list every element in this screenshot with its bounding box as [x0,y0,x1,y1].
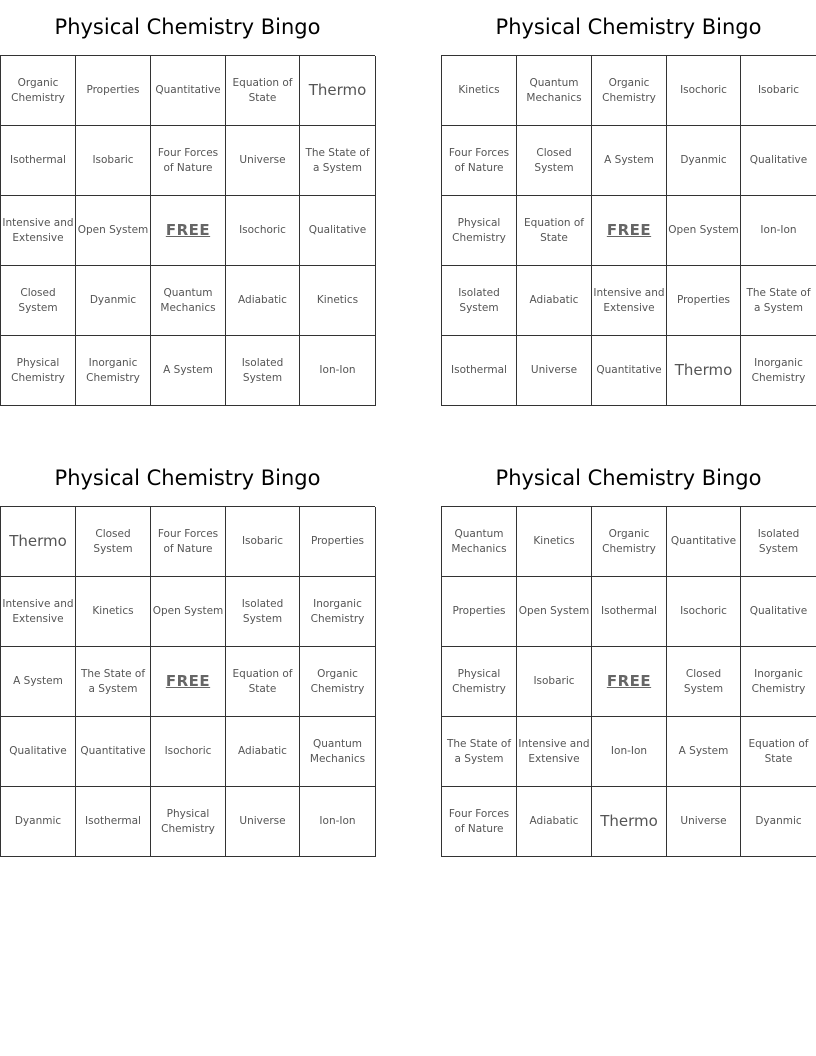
bingo-card-1 [0,0,375,406]
bingo-cell: Physical Chemistry [151,787,226,857]
bingo-cell: Ion-Ion [300,787,376,857]
bingo-card-4 [441,451,816,857]
bingo-cell: Organic Chemistry [592,507,667,577]
bingo-card-2 [441,0,816,406]
bingo-cell: Intensive and Extensive [1,577,76,647]
bingo-cell: Organic Chemistry [592,56,667,126]
card-title: Physical Chemistry Bingo [54,15,321,39]
bingo-cell: Dyanmic [76,266,151,336]
bingo-cell: Four Forces of Nature [442,787,517,857]
bingo-cell: Physical Chemistry [442,647,517,717]
bingo-cell: The State of a System [741,266,816,336]
bingo-cell: Isolated System [226,577,300,647]
bingo-cell: Equation of State [741,717,816,787]
bingo-cell: The State of a System [76,647,151,717]
bingo-cell: Thermo [1,507,76,577]
bingo-cell: Kinetics [300,266,376,336]
bingo-cell: Thermo [667,336,741,406]
bingo-cell: Intensive and Extensive [592,266,667,336]
bingo-cell: Isochoric [667,577,741,647]
bingo-cell: Isochoric [226,196,300,266]
bingo-cell: Inorganic Chemistry [741,647,816,717]
bingo-cell: Inorganic Chemistry [741,336,816,406]
bingo-cell: Physical Chemistry [1,336,76,406]
bingo-cell: Isolated System [741,507,816,577]
bingo-cell: Quantitative [76,717,151,787]
bingo-cell: Inorganic Chemistry [76,336,151,406]
free-space: FREE [151,196,226,266]
bingo-cell: Qualitative [300,196,376,266]
bingo-cell: Universe [226,126,300,196]
bingo-cell: Universe [667,787,741,857]
bingo-cell: Closed System [1,266,76,336]
bingo-cell: Quantum Mechanics [442,507,517,577]
bingo-cell: Kinetics [442,56,517,126]
bingo-cell: Properties [300,507,376,577]
bingo-cell: Physical Chemistry [442,196,517,266]
bingo-cell: Qualitative [741,126,816,196]
bingo-cell: A System [151,336,226,406]
bingo-cell: Thermo [592,787,667,857]
bingo-cell: Organic Chemistry [300,647,376,717]
bingo-cell: Quantitative [592,336,667,406]
bingo-cell: Universe [517,336,592,406]
bingo-cell: Intensive and Extensive [1,196,76,266]
bingo-cell: A System [667,717,741,787]
bingo-cell: Dyanmic [1,787,76,857]
bingo-cell: Equation of State [517,196,592,266]
bingo-cell: Adiabatic [517,266,592,336]
bingo-cell: Qualitative [741,577,816,647]
bingo-cell: Ion-Ion [300,336,376,406]
bingo-cell: Adiabatic [226,717,300,787]
bingo-grid [441,506,816,857]
bingo-cell: Isothermal [76,787,151,857]
bingo-cell: Equation of State [226,647,300,717]
bingo-cell: Isolated System [226,336,300,406]
bingo-cell: Properties [442,577,517,647]
bingo-cell: The State of a System [442,717,517,787]
bingo-cell: Isochoric [151,717,226,787]
bingo-cell: Isobaric [741,56,816,126]
bingo-cell: Isobaric [226,507,300,577]
bingo-cell: Adiabatic [226,266,300,336]
bingo-cell: Dyanmic [667,126,741,196]
bingo-cell: Open System [151,577,226,647]
bingo-card-3 [0,451,375,857]
bingo-cell: A System [592,126,667,196]
bingo-cell: Quantitative [667,507,741,577]
bingo-cell: Kinetics [76,577,151,647]
bingo-cell: Quantum Mechanics [151,266,226,336]
bingo-cell: Isothermal [592,577,667,647]
bingo-cell: A System [1,647,76,717]
bingo-cell: Adiabatic [517,787,592,857]
bingo-cell: Closed System [517,126,592,196]
bingo-cell: Thermo [300,56,376,126]
bingo-cell: Isolated System [442,266,517,336]
bingo-cell: Isochoric [667,56,741,126]
bingo-cell: Isobaric [517,647,592,717]
bingo-cell: Four Forces of Nature [442,126,517,196]
bingo-cell: Ion-Ion [741,196,816,266]
bingo-cell: The State of a System [300,126,376,196]
bingo-cell: Dyanmic [741,787,816,857]
bingo-cell: Properties [667,266,741,336]
bingo-cell: Organic Chemistry [1,56,76,126]
bingo-cell: Closed System [76,507,151,577]
bingo-cell: Open System [667,196,741,266]
bingo-cell: Open System [517,577,592,647]
bingo-cell: Intensive and Extensive [517,717,592,787]
bingo-grid [0,55,375,406]
bingo-cell: Equation of State [226,56,300,126]
bingo-cell: Four Forces of Nature [151,126,226,196]
free-space: FREE [592,196,667,266]
bingo-cell: Four Forces of Nature [151,507,226,577]
free-space: FREE [151,647,226,717]
bingo-cell: Isobaric [76,126,151,196]
bingo-cell: Isothermal [1,126,76,196]
card-title: Physical Chemistry Bingo [54,466,321,490]
bingo-grid [0,506,375,857]
bingo-cell: Properties [76,56,151,126]
card-title: Physical Chemistry Bingo [495,466,762,490]
bingo-cell: Open System [76,196,151,266]
bingo-cell: Ion-Ion [592,717,667,787]
bingo-cell: Quantum Mechanics [300,717,376,787]
bingo-cell: Kinetics [517,507,592,577]
bingo-cell: Quantum Mechanics [517,56,592,126]
bingo-cell: Quantitative [151,56,226,126]
free-space: FREE [592,647,667,717]
bingo-grid [441,55,816,406]
bingo-cell: Universe [226,787,300,857]
bingo-cell: Closed System [667,647,741,717]
bingo-cell: Qualitative [1,717,76,787]
card-title: Physical Chemistry Bingo [495,15,762,39]
bingo-cell: Isothermal [442,336,517,406]
bingo-cell: Inorganic Chemistry [300,577,376,647]
